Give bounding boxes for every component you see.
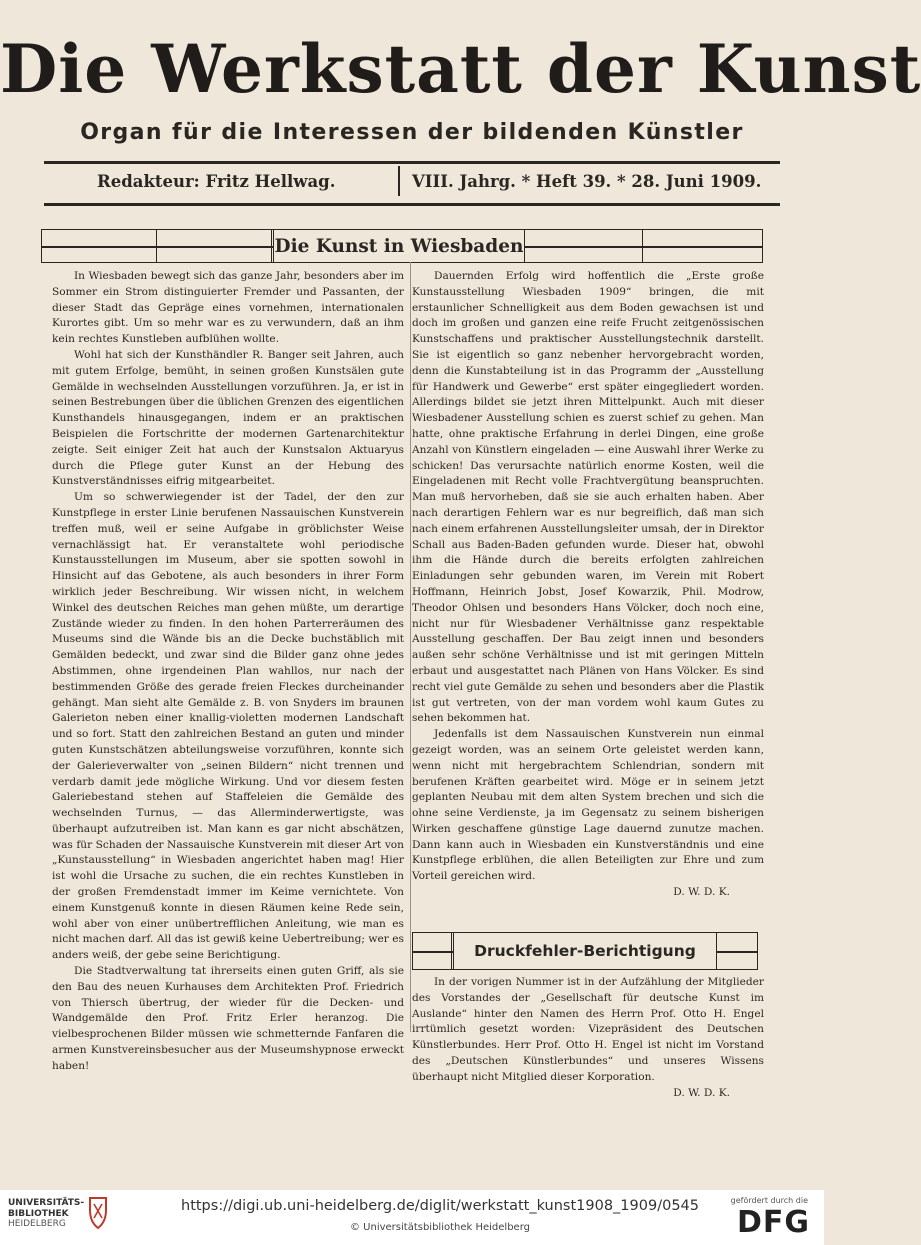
- university-name-2: BIBLIOTHEK: [8, 1208, 69, 1219]
- article-signature: D. W. D. K.: [673, 886, 730, 899]
- funded-by-label: gefördert durch die: [730, 1196, 808, 1205]
- correction-column: [412, 975, 764, 1105]
- article-paragraph: In Wiesbaden bewegt sich das ganze Jahr, besonders aber im Sommer ein Strom distinguierter Fremder und Passanten, der dieser Stadt das Gepräge eines vornehmen, internationalen Kurortes gibt. Um so mehr war es zu verwundern, daß an ihm kein rechtes Kunstleben aufblühen wollte.: [52, 270, 404, 346]
- banner-cell: [42, 230, 157, 262]
- masthead-title: Die Werkstatt der Kunst: [0, 30, 921, 108]
- editor-label: Redakteur: Fritz Hellwag.: [97, 172, 336, 191]
- article-title: Die Kunst in Wiesbaden: [273, 230, 525, 262]
- article-paragraph: Jedenfalls ist dem Nassauischen Kunstverein nun einmal gezeigt worden, was an seinem Orte geleistet werden kann, wenn nicht mit hergebrachtem Schlendrian, sondern mit berufenen Kräften gearbeitet wird. Möge er in seinem jetzt geplanten Neubau mit dem alten System brechen und sich die ohne seine Verdienste, ja im Gegensatz zu seinem bisherigen Wirken geschaffene günstige Lage dauernd zunutze machen. Dann kann auch in Wiesbaden ein Kunstverständnis und eine Kunstpflege erblühen, die allen Beteiligten zur Ehre und zum Vorteil gereichen wird.: [412, 728, 764, 883]
- masthead-rule-top: [44, 161, 780, 164]
- editor-divider: [398, 166, 400, 196]
- masthead-rule-bottom: [44, 203, 780, 206]
- masthead-subtitle: Organ für die Interessen der bildenden Künstler: [80, 120, 744, 145]
- banner-cell: [526, 230, 643, 262]
- article-paragraph: Die Stadtverwaltung tat ihrerseits einen guten Griff, als sie den Bau des neuen Kurhauses dem Architekten Prof. Friedrich von Thiersch übertrug, der wieder für die Decken- und Wandgemälde den Prof. Fritz Erler heranzog. Die vielbesprochenen Bilder müssen wie schmetternde Fanfaren die armen Kunstvereinsbesucher aus der Museumshypnose erweckt haben!: [52, 965, 404, 1072]
- banner-cell: [156, 230, 272, 262]
- banner-cell: [413, 933, 452, 969]
- university-city: HEIDELBERG: [8, 1219, 66, 1229]
- column-divider: [410, 262, 411, 1032]
- footer-bar: [0, 1190, 824, 1245]
- permalink-url[interactable]: https://digi.ub.uni-heidelberg.de/diglit/werkstatt_kunst1908_1909/0545: [181, 1198, 699, 1214]
- dfg-logo: DFG: [736, 1205, 810, 1240]
- article-paragraph: Um so schwerwiegender ist der Tadel, der den zur Kunstpflege in erster Linie berufenen Nassauischen Kunstverein treffen muß, weil er seine Aufgabe in gröblichster Weise vernachlässigt hat. Er veranstaltete wohl periodische Kunstausstellungen im Museum, aber sie spotten sowohl in Hinsicht auf das Gebotene, als auch besonders in ihrer Form wirklich jeder Beschreibung. Wir wissen nicht, in welchem Winkel des deutschen Reiches man gehen müßte, um derartige Zustände wieder zu finden. In den hohen Parterreräumen des Museums sind die Wände bis an die Decke buchstäblich mit Gemälden bedeckt, und zwar sind die Bilder ganz ohne jedes Abstimmen, ohne irgendeinen Plan wahllos, nur nach der bestimmenden Größe des gerade freien Fleckes durcheinander gehängt. Man sieht alte Gemälde z. B. von Snyders im braunen Galerieton neben einer knallig-violetten modernen Landschaft und so fort. Statt den zahlreichen Bestand an guten und minder guten Kunstschätzen abteilungsweise vorzuführen, konnte sich der Galerieverwalter von „seinen Bildern“ nicht trennen und verdarb damit jede mögliche Wirkung. Und vor diesem festen Galeriebestand stehen auf Staffeleien die Gemälde des wechselnden Turnus, — das Allerminderwertigste, was überhaupt aufzutreiben ist. Man kann es gar nicht abschätzen, was für Schaden der Nassauische Kunstverein mit dieser Art von „Kunstausstellung“ in Wiesbaden angerichtet haben mag! Hier ist wohl die Ursache zu suchen, die ein rechtes Kunstleben in der großen Fremdenstadt immer im Keime vernichtete. Von einem Kunstgenuß konnte in diesen Räumen keine Rede sein, wohl aber von einer unübertrefflichen Anleitung, wie man es nicht machen darf. All das ist gewiß keine Uebertreibung; wer es anders weiß, der gebe seine Berichtigung.: [52, 491, 404, 962]
- correction-title: Druckfehler-Berichtigung: [453, 933, 717, 969]
- issue-label: VIII. Jahrg. * Heft 39. * 28. Juni 1909.: [412, 172, 762, 191]
- university-logo: [8, 1198, 84, 1230]
- correction-paragraph: In der vorigen Nummer ist in der Aufzählung der Mitglieder des Vorstandes der „Gesellschaft für deutsche Kunst im Auslande“ hinter den Namen des Herrn Prof. Otto H. Engel irrtümlich gesetzt worden: Vizepräsident des Deutschen Künstlerbundes. Herr Prof. Otto H. Engel ist nicht im Vorstand des „Deutschen Künstlerbundes“ und unseres Wissens überhaupt nicht Mitglied dieser Korporation.: [412, 976, 764, 1083]
- correction-banner: [412, 932, 758, 970]
- copyright-notice: © Universitätsbibliothek Heidelberg: [349, 1222, 530, 1233]
- university-seal-icon: [86, 1196, 110, 1230]
- right-column: [412, 269, 764, 929]
- editor-issue-line: [0, 172, 824, 198]
- article-paragraph: Dauernden Erfolg wird hoffentlich die „Erste große Kunstausstellung Wiesbaden 1909“ bringen, die mit erstaunlicher Schnelligkeit aus dem Boden gewachsen ist und doch im großen und ganzen eine reife Frucht zeitgenössischen Kunstschaffens und praktischer Ausstellungstechnik darstellt. Sie ist eigentlich so ganz nebenher hervorgebracht worden, denn die Kunstabteilung ist in das Programm der „Ausstellung für Handwerk und Gewerbe“ erst später eingegliedert worden. Allerdings bildet sie jetzt ihren Mittelpunkt. Auch mit dieser Wiesbadener Ausstellung schien es zuerst schief zu gehen. Man hatte, ohne praktische Erfahrung in derlei Dingen, eine große Anzahl von Künstlern eingeladen — eine Auswahl ihrer Werke zu schicken! Das verursachte natürlich enorme Kosten, weil die Eingeladenen mit Recht volle Frachtvergütung beanspruchten. Man muß hervorheben, daß sie sie auch erhalten haben. Aber nach derartigen Fehlern war es nur begreiflich, daß man sich nach einem erfahrenen Ausstellungsleiter umsah, der in Direktor Schall aus Baden-Baden gefunden wurde. Dieser hat, obwohl ihm die Hände durch die bereits erfolgten zahlreichen Einladungen sehr gebunden waren, im Verein mit Robert Hoffmann, Heinrich Jobst, Josef Kowarzik, Phil. Modrow, Theodor Ohlsen und besonders Hans Völcker, doch noch eine, nicht nur für Wiesbadener Verhältnisse ganz respektable Ausstellung geschaffen. Der Bau zeigt innen und besonders außen sehr schöne Verhältnisse und ist mit geringen Mitteln erbaut und ausgestattet nach Plänen von Hans Völcker. Es sind recht viel gute Gemälde zu sehen und besonders aber die Plastik ist gut vertreten, von der man vordem wohl kaum Gutes zu sehen bekommen hat.: [412, 270, 764, 725]
- correction-signature: D. W. D. K.: [673, 1086, 730, 1099]
- article-banner: [41, 229, 763, 263]
- university-name-1: UNIVERSITÄTS-: [8, 1198, 85, 1208]
- article-paragraph: Wohl hat sich der Kunsthändler R. Banger seit Jahren, auch mit gutem Erfolge, bemüht, in seinen großen Kunstsälen gute Gemälde in wechselnden Ausstellungen vorzuführen. Ja, er ist in seinen Bestrebungen über die üblichen Grenzen des eigentlichen Kunsthandels hinausgegangen, indem er an praktischen Beispielen die Fortschritte der modernen Gartenarchitektur zeigte. Seit einiger Zeit hat auch der Kunstsalon Aktuaryus durch die Pflege guter Kunst an der Hebung des Kunstverständnisses eifrig mitgearbeitet.: [52, 348, 404, 488]
- left-column: [52, 269, 404, 1139]
